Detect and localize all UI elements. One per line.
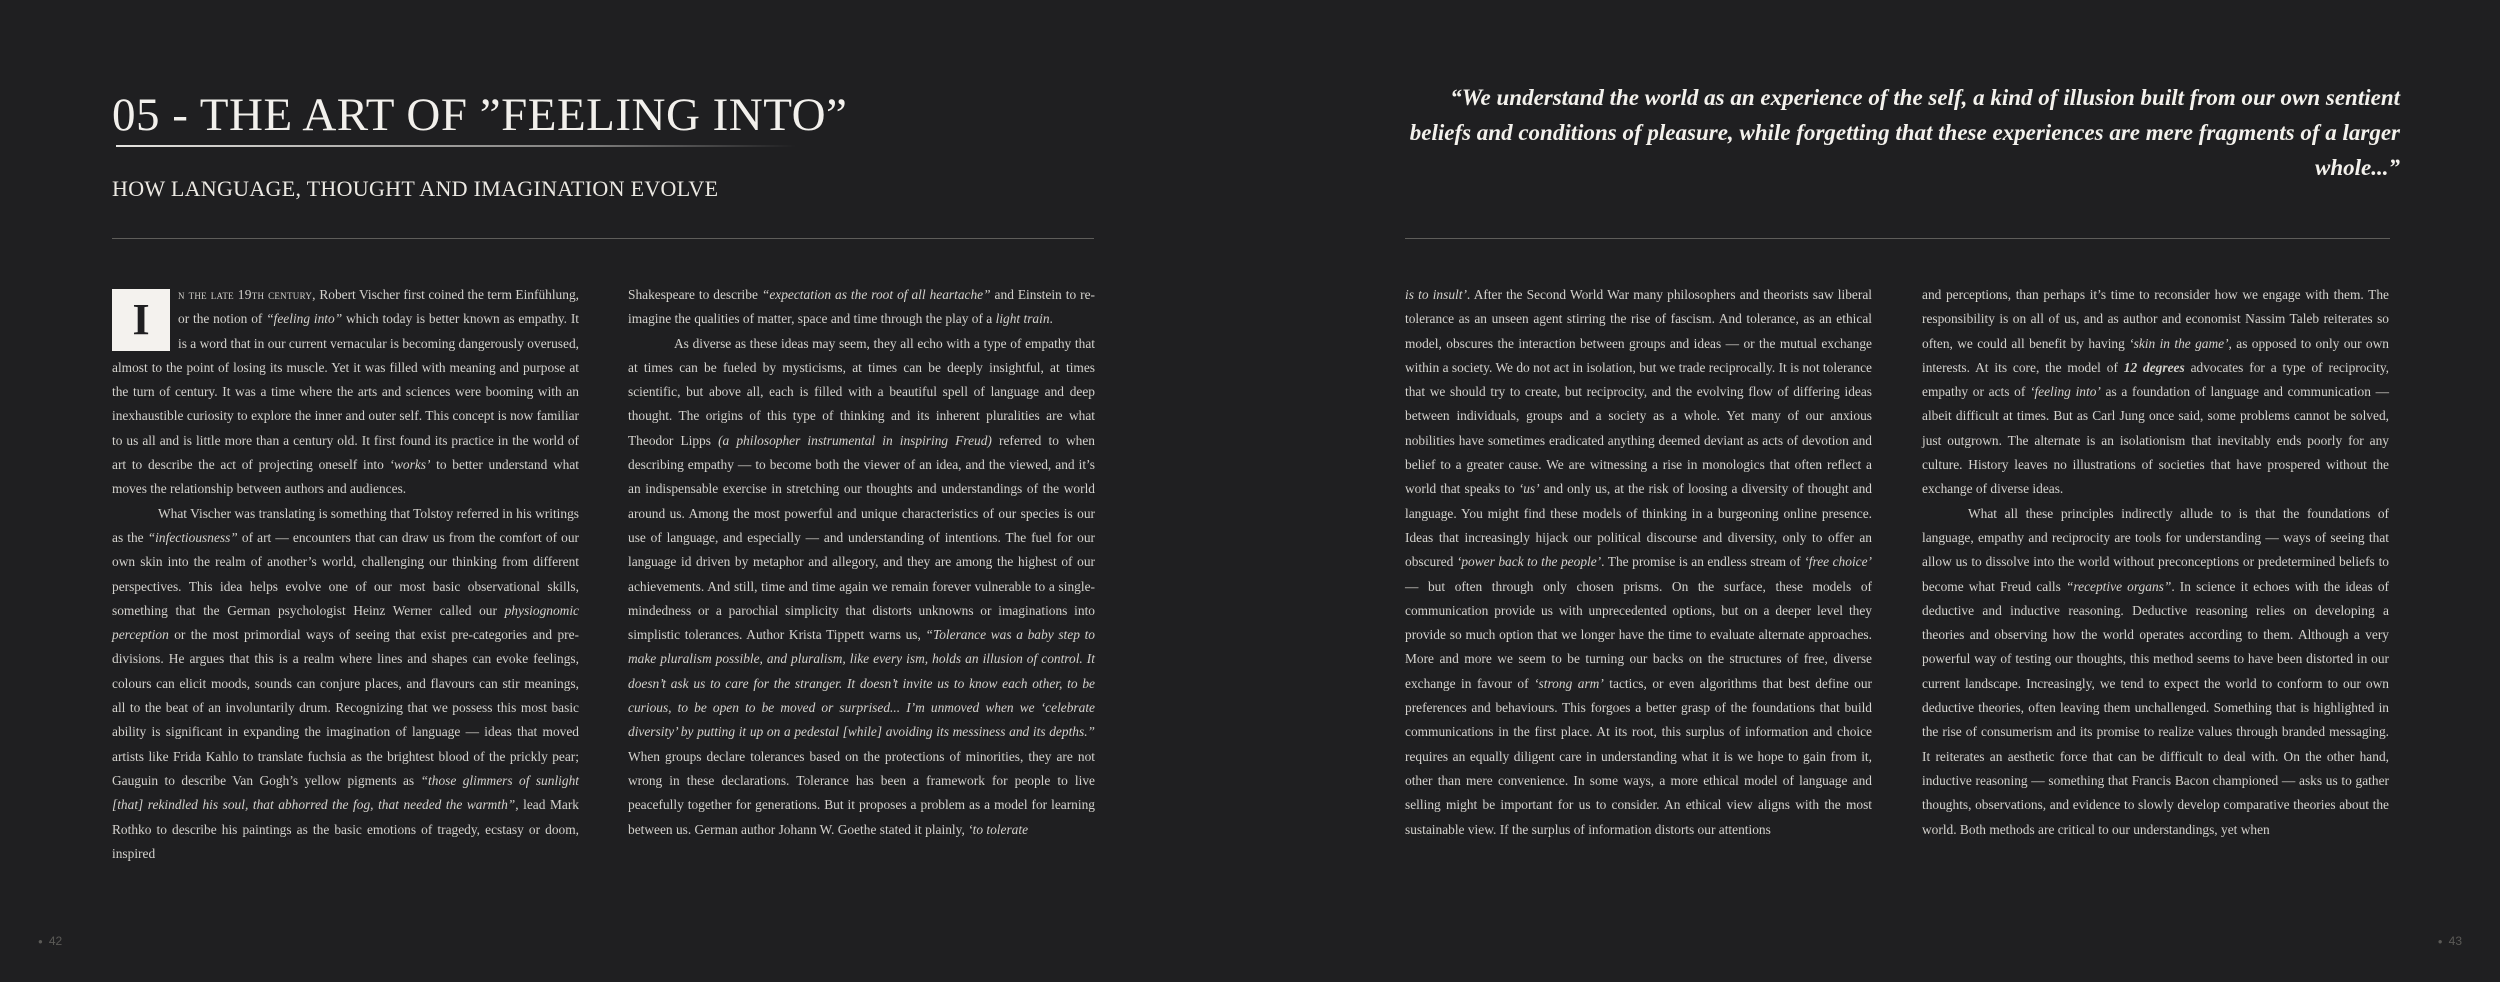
paragraph [628, 332, 1095, 842]
emphasis: ‘works’ [389, 457, 431, 473]
text-run: and only us, at the risk of loosing a diversity of thought and language. You might find these models of thinking in a burgeoning online presence. Ideas that increasingly hijack our political discourse and diversity, only to offer an obscured [1405, 481, 1873, 570]
folio-dot-icon: ● [38, 937, 43, 947]
emphasis: “Tolerance was a baby step to make pluralism possible, and pluralism, like every ism, holds an illusion of control. It doesn’t ask us to care for the stranger. It doesn’t invite us to know each other, to be curious, to be open to be moved or surprised... I’m unmoved when we ‘celebrate diversity’ by putting it up on a pedestal [while] avoiding its messiness and its depths.” [628, 627, 1095, 740]
text-run: As diverse as these ideas may seem, they all echo with a type of empathy that at times can be fueled by mysticisms, at times can be deeply insightful, at times scientific, but above all, each is filled with a beautiful spell of language and deep thought. The origins of this type of thinking and its inherent pluralities are what Theodor Lipps [628, 335, 1095, 448]
emphasis: physiognomic perception [112, 602, 579, 643]
emphasis: light train [995, 311, 1050, 327]
text-run: or the most primordial ways of seeing that exist pre-categories and pre-divisions. He argues that this is a realm where lines and shapes can evoke feelings, colours can elicit moods, sounds can conjure places, and flavours can stir meanings, all to the beat of an involuntarily drum. Recognizing that we possess this most basic ability is significant in expanding the imagination of language — ideas that moved artists like Frida Kahlo to translate fuchsia as the brightest blood of the prickly pear; Gauguin to describe Van Gogh’s yellow pigments as [112, 627, 579, 788]
text-run: . [1049, 311, 1053, 327]
text-run: and perceptions, than perhaps it’s time to reconsider how we engage with them. The responsibility is on all of us, and as author and economist Nassim Taleb reiterates so often, we could all benefit by having [1922, 287, 2389, 351]
folio-dot-icon: ● [2437, 937, 2443, 947]
text-run: . In science it echoes with the ideas of deductive and inductive reasoning. Deductive reasoning relies on developing a theories and observing how the world operates according to them. Although a very powerful way of testing our thoughts, this method seems to have been distorted in our current landscape. Increasingly, we tend to expect the world to conform to our own deductive theories, often leaving them unchallenged. Something that is highlighted in the rise of consumerism and its promise to realize values through branded messaging. It reiterates an aesthetic force that can be difficult to deal with. On the other hand, inductive reasoning — something that Francis Bacon championed — asks us to gather thoughts, observations, and evidence to slowly develop comparative theories about the world. Both methods are critical to our understandings, yet when [1922, 578, 2390, 837]
chapter-title: 05 - THE ART OF ”FEELING INTO” [112, 89, 848, 141]
text-run: advocates for a type of reciprocity, empathy or acts of [1922, 359, 2389, 400]
text-run: which today is better known as empathy. It is a word that in our current vernacular is becoming dangerously overused, almost to the point of losing its muscle. Yet it was filled with meaning and purpose at the turn of century. It was a time where the arts and sciences were booming with an inexhaustible curiosity to explore the inner and outer self. This concept is now familiar to us all and is little more than a century old. It first found its practice in the world of art to describe the act of projecting oneself into [112, 311, 580, 473]
header-divider [1405, 238, 2390, 239]
paragraph [112, 502, 579, 866]
body-column-2 [628, 283, 1095, 842]
text-run: tactics, or even algorithms that best define our preferences and behaviours. This forgoes a better grasp of the foundations that build communications in the first place. At its root, this surplus of information and choice requires an equally diligent care in understanding what it is we hope to gain from it, other than mere convenience. In some ways, a more ethical model of language and selling might be important for us to consider. An ethical view aligns with the most sustainable view. If the surplus of information distorts our attentions [1405, 675, 1873, 837]
body-column-1 [112, 283, 579, 866]
chapter-subtitle: HOW LANGUAGE, THOUGHT AND IMAGINATION EVOLVE [112, 176, 719, 201]
text-run: to better understand what moves the relationship between authors and audiences. [112, 457, 580, 497]
text-run: What all these principles indirectly allude to is that the foundations of language, empathy and reciprocity are tools for understanding — ways of seeing that allow us to dissolve into the world without preconceptions or predetermined beliefs to become what Freud calls [1922, 505, 2389, 594]
emphasis: “infectiousness” [147, 529, 238, 545]
page-number-value: 43 [2448, 934, 2462, 948]
emphasis: is to insult’ [1405, 287, 1467, 302]
text-run: . After the Second World War many philosophers and theorists saw liberal tolerance as an unseen agent stirring the rise of fascism. And tolerance, as an ethical model, obscures the interaction between groups and ideas — or the mutual exchange within a society. We do not act in isolation, but we trade reciprocally. It is not tolerance that we should try to create, but reciprocity, and the evolving flow of differing ideas between individuals, groups and a society as a whole. Yet many of our anxious nobilities have sometimes eradicated anything deemed deviant as acts of devotion and belief to a greater cause. We are witnessing a rise in monologics that often reflect a world that speaks to [1405, 287, 1873, 497]
text-run: as a foundation of language and communication — albeit difficult at times. But as Carl Jung once said, some problems cannot be solved, just outgrown. The alternate is an isolationism that inevitably ends poorly for any culture. History leaves no illustrations of societies that have prospered without the exchange of diverse ideas. [1922, 384, 2389, 497]
drop-cap: I [112, 289, 170, 351]
text-run: What Vischer was translating is something that Tolstoy referred in his writings as the [112, 505, 579, 545]
lead-in-smallcaps: n the late 19th century, [178, 287, 316, 302]
emphasis: ‘strong arm’ [1534, 675, 1604, 691]
emphasis: “feeling into” [266, 311, 343, 327]
paragraph [1922, 283, 2389, 502]
emphasis: ‘free choice’ [1804, 554, 1873, 570]
paragraph [112, 283, 579, 502]
text-run: of art — encounters that can draw us from the comfort of our own skin into the realm of another’s world, challenging our thinking from different perspectives. This idea helps evolve one of our most basic observational skills, something that the German psychologist Heinz Werner called our [112, 529, 579, 618]
text-run: and Einstein to re-imagine the qualities of matter, space and time through the play of a [628, 287, 1095, 327]
pull-quote: “We understand the world as an experience of the self, a kind of illusion built from our own sentient beliefs and conditions of pleasure, while forgetting that these experiences are mere fragments of a larger whole...” [1409, 85, 2400, 180]
paragraph [628, 283, 1095, 332]
emphasis: ‘power back to the people’ [1456, 554, 1602, 570]
emphasis: (a philosopher instrumental in inspiring Freud) [718, 432, 992, 448]
right-page [1250, 0, 2500, 982]
page-number-right [2438, 934, 2462, 948]
text-run: , as opposed to only our own interests. At its core, the model of [1922, 335, 2389, 375]
emphasis: ‘us’ [1518, 481, 1540, 497]
emphasis: ‘to tolerate [968, 821, 1029, 837]
emphasis: ‘feeling into’ [2029, 384, 2101, 400]
paragraph [1405, 283, 1872, 842]
text-run: . The promise is an endless stream of [1601, 554, 1805, 570]
header-divider [112, 238, 1094, 239]
emphasis: “those glimmers of sunlight [that] rekindled his soul, that abhorred the fog, that needed the warmth” [112, 772, 580, 813]
title-brush-underline [116, 145, 796, 147]
body-column-4 [1922, 283, 2389, 842]
page-number-value: 42 [48, 934, 63, 948]
emphasis: ‘skin in the game’ [2129, 335, 2229, 351]
text-run: Robert Vischer first coined the term Einfühlung, or the notion of [178, 287, 579, 327]
text-run: Shakespeare to describe [628, 287, 762, 302]
emphasis: “receptive organs” [2066, 578, 2172, 594]
body-column-3 [1405, 283, 1872, 842]
text-run: When groups declare tolerances based on the protections of minorities, they are not wrong in these declarations. Tolerance has been a framework for people to live peacefully together for generations. But it proposes a problem as a model for learning between us. German author Johann W. Goethe stated it plainly, [628, 748, 1095, 837]
text-run: referred to when describing empathy — to become both the viewer of an idea, and the viewed, and it’s an indispensable exercise in stretching our thoughts and understandings of the world around us. Among the most powerful and unique characteristics of our species is our use of language, and especially — and understanding of intentions. The fuel for our language id driven by metaphor and allegory, and they are among the highest of our achievements. And still, time and time again we remain forever vulnerable to a single-mindedness or a parochial simplicity that distorts unknowns or imaginations into simplistic tolerances. Author Krista Tippett warns us, [628, 432, 1096, 643]
text-run: — but often through only chosen prisms. On the surface, these models of communication provide us with unprecedented options, but on a deeper level they provide so much option that we longer have the time to evaluate alternate approaches. More and more we seem to be turning our backs on the structures of free, diverse exchange in favour of [1405, 578, 1872, 691]
emphasis: “expectation as the root of all heartache” [761, 287, 991, 302]
paragraph [1922, 502, 2389, 842]
text-run: , lead Mark Rothko to describe his paintings as the basic emotions of tragedy, ecstasy or doom, inspired [112, 797, 579, 861]
page-number-left [38, 934, 62, 948]
emphasis-bold: 12 degrees [2123, 359, 2185, 375]
